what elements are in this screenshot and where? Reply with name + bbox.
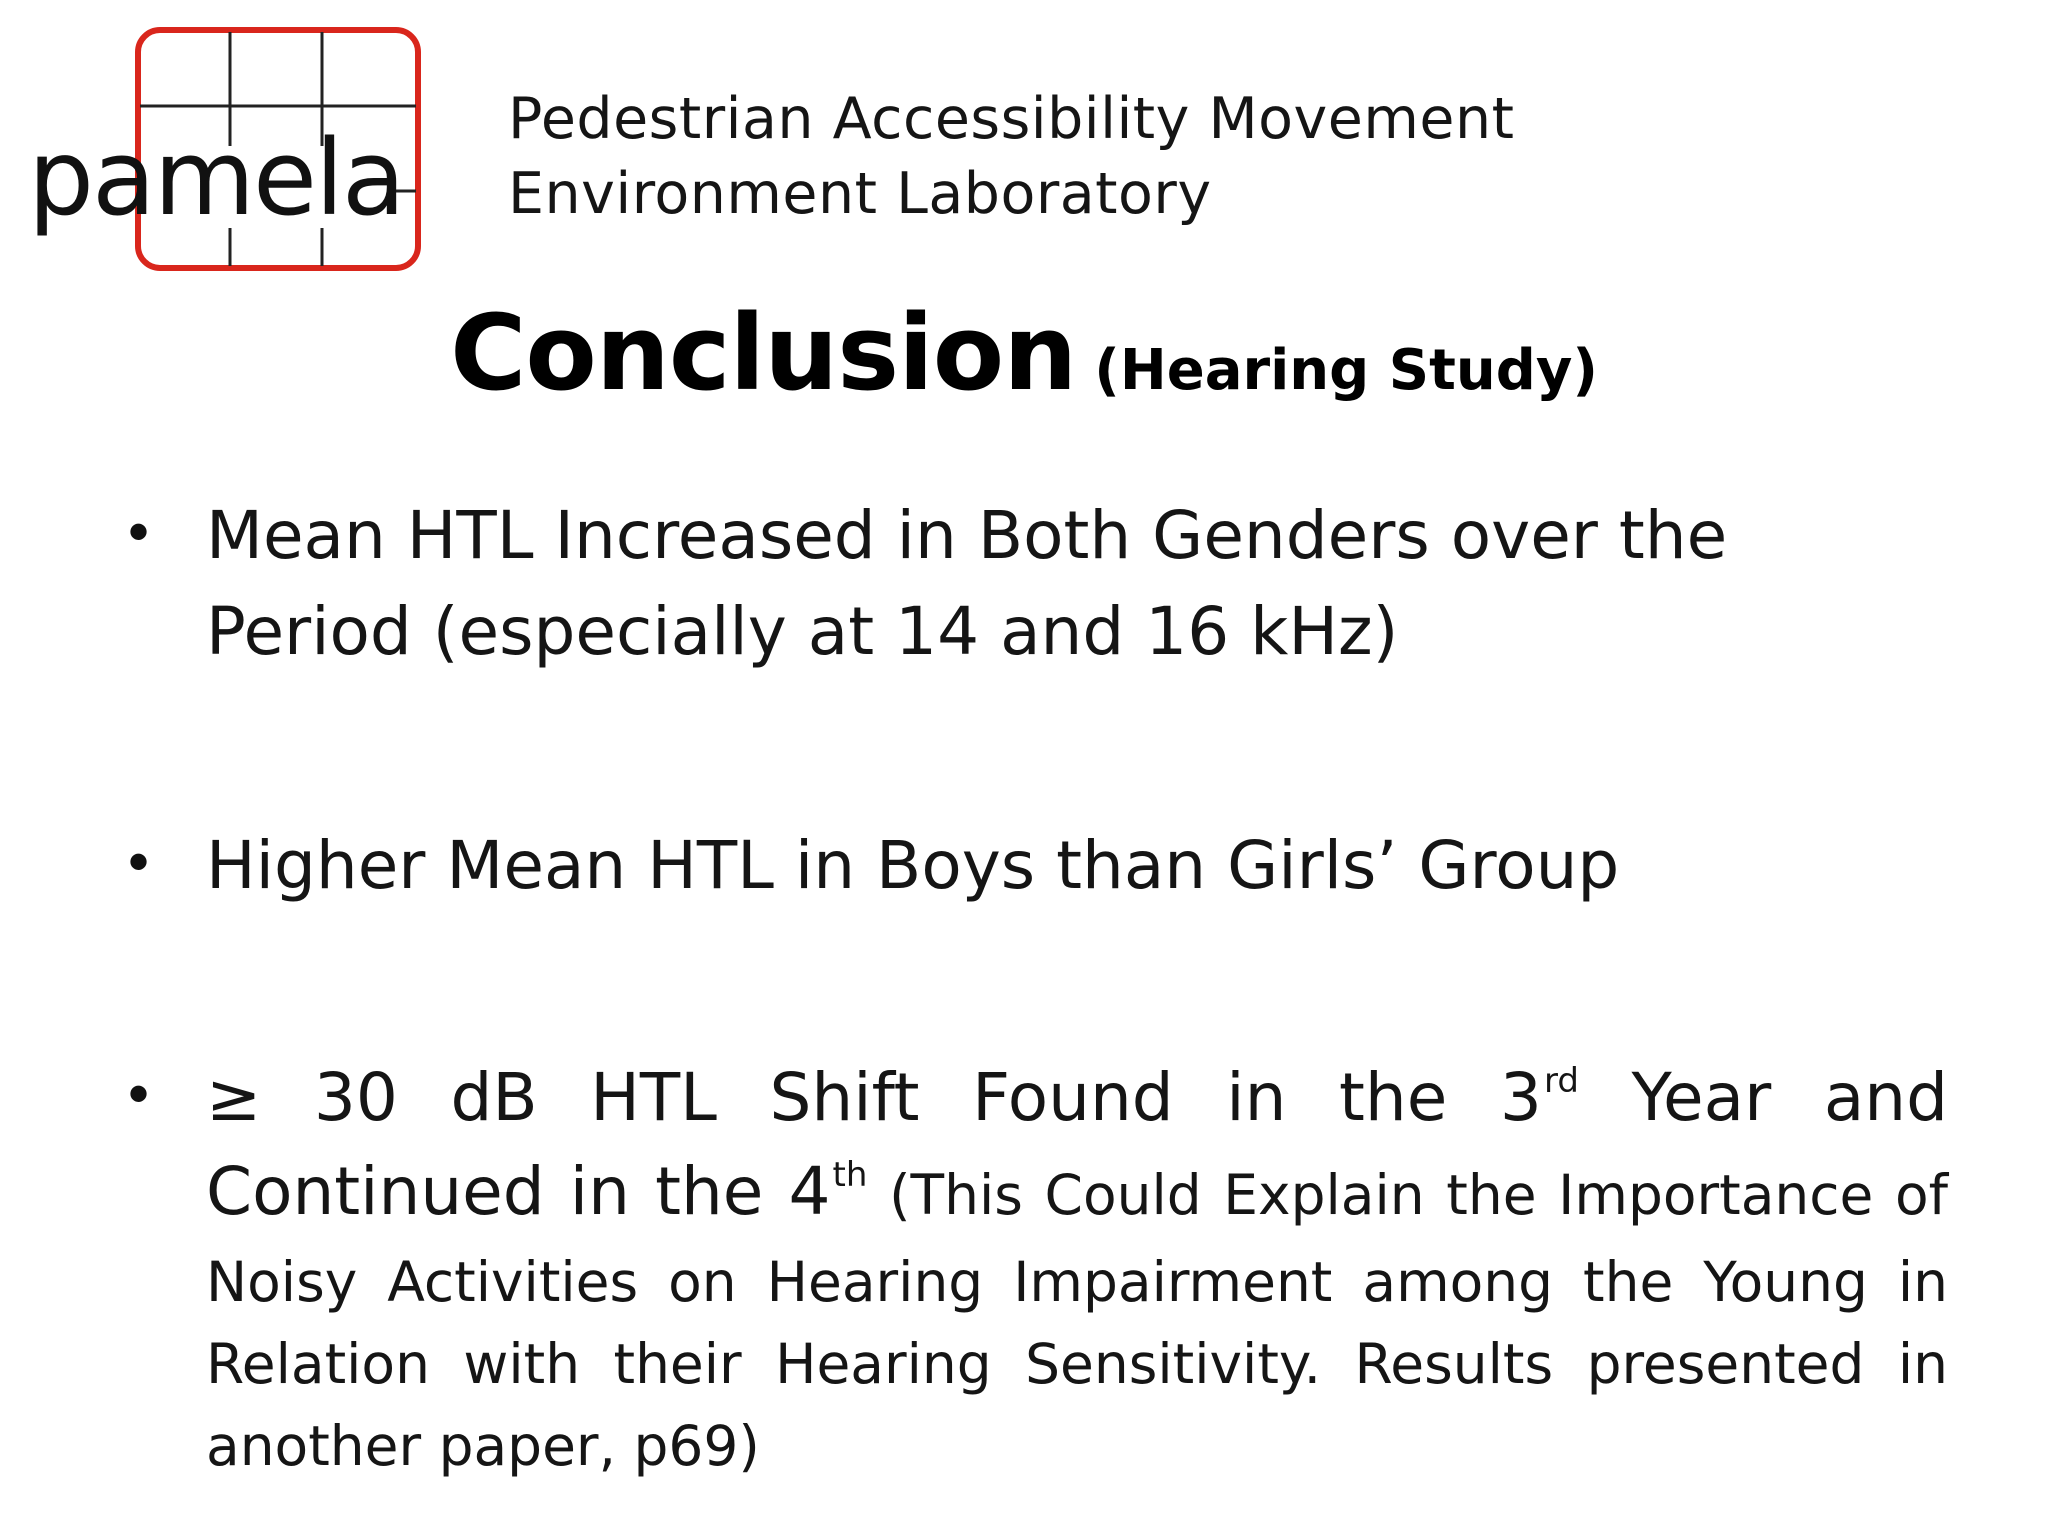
bullet-text <box>206 1050 1948 1487</box>
organization-name-line1: Pedestrian Accessibility Movement <box>508 86 1515 152</box>
title-subtitle: (Hearing Study) <box>1094 338 1598 403</box>
ordinal-superscript: th <box>832 1155 868 1195</box>
bullet-text: Higher Mean HTL in Boys than Girls’ Group <box>206 827 1620 904</box>
bullet-text-fragment: Continued in the 4 <box>206 1153 831 1230</box>
bullet-continuation: Noisy Activities on Hearing Impairment among the Young in Relation with their Hearing Sensitivity. Results presented in another paper, p69) <box>206 1250 1948 1478</box>
bullet-dot-icon: • <box>128 828 150 895</box>
bullet-dot-icon: • <box>128 1060 150 1127</box>
title-main: Conclusion <box>450 292 1077 414</box>
ordinal-superscript: rd <box>1543 1061 1579 1101</box>
organization-name-line2: Environment Laboratory <box>508 161 1212 227</box>
bullet-line <box>206 1050 1948 1146</box>
slide-title <box>0 292 2048 414</box>
logo-wordmark: pamela <box>28 117 404 239</box>
bullet-text-fragment: (This Could Explain the Importance of <box>867 1163 1948 1227</box>
bullet-text: Mean HTL Increased in Both Genders over the Period (especially at 14 and 16 kHz) <box>206 497 1728 670</box>
pamela-logo <box>28 26 428 276</box>
bullet-dot-icon: • <box>128 498 150 565</box>
bullet-text-fragment: Year and <box>1578 1059 1948 1136</box>
bullet-line <box>206 1146 1948 1241</box>
organization-name <box>508 82 1514 232</box>
pamela-logo-graphic <box>28 26 428 276</box>
bullet-text-fragment: ≥ 30 dB HTL Shift Found in the 3 <box>206 1059 1542 1136</box>
